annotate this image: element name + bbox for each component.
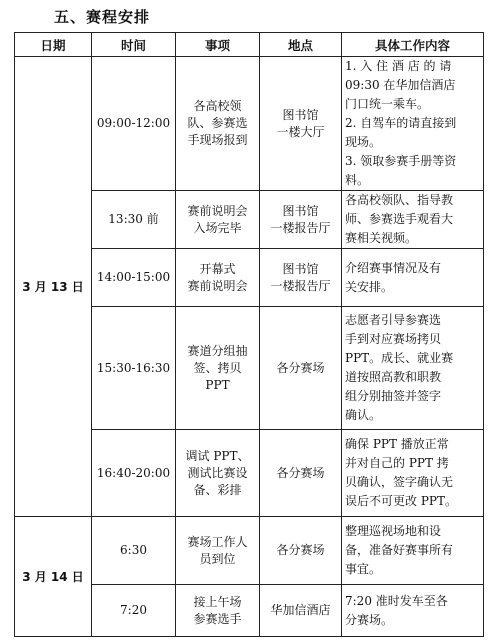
place-line: 一楼大厅 xyxy=(276,124,325,139)
header-time: 时间 xyxy=(92,33,176,57)
content-line: 1. 入 住 酒 店 的 请 xyxy=(345,59,452,73)
item-line: 签、拷贝 xyxy=(193,360,242,375)
place-line: 一楼报告厅 xyxy=(270,278,331,293)
content-line: 2. 自驾车的请直接到 xyxy=(345,116,457,130)
content-cell xyxy=(342,191,484,249)
place-line: 一楼报告厅 xyxy=(270,220,331,235)
content-cell xyxy=(342,307,484,430)
content-line: 7:20 准时发车至各 xyxy=(345,593,448,608)
content-line: 手到对应赛场拷贝 xyxy=(345,332,442,346)
time-cell: 15:30-16:30 xyxy=(92,307,176,430)
item-line: 调试 PPT、 xyxy=(185,448,250,463)
content-line: 关安排。 xyxy=(345,279,394,294)
place-cell xyxy=(260,430,342,517)
place-line: 各分赛场 xyxy=(276,360,325,375)
place-cell xyxy=(260,585,342,637)
place-line: 图书馆 xyxy=(282,107,319,122)
content-cell xyxy=(342,57,484,191)
item-cell xyxy=(176,585,260,637)
time-cell: 16:40-20:00 xyxy=(92,430,176,517)
time-cell: 13:30 前 xyxy=(92,191,176,249)
content-line: 赛相关视频。 xyxy=(345,231,418,245)
section-heading: 五、赛程安排 xyxy=(54,8,151,26)
header-content: 具体工作内容 xyxy=(342,33,484,57)
item-line: 接上午场 xyxy=(193,594,242,609)
content-line: 志愿者引导参赛选 xyxy=(345,313,442,327)
item-line: 参赛选手 xyxy=(193,611,242,626)
content-cell xyxy=(342,517,484,585)
place-cell xyxy=(260,307,342,430)
header-place: 地点 xyxy=(260,33,342,57)
content-line: 各高校领队、指导教 xyxy=(345,193,454,207)
item-line: PPT xyxy=(205,377,230,392)
item-line: 入场完毕 xyxy=(193,220,242,235)
item-line: 赛前说明会 xyxy=(187,278,248,293)
content-cell xyxy=(342,249,484,307)
time-cell: 09:00-12:00 xyxy=(92,57,176,191)
place-cell xyxy=(260,517,342,585)
item-line: 员到位 xyxy=(199,551,236,566)
content-line: 门口统一乘车。 xyxy=(345,97,430,111)
place-cell xyxy=(260,249,342,307)
time-cell: 6:30 xyxy=(92,517,176,585)
content-line: 09:30 在华加信酒店 xyxy=(345,78,456,92)
item-cell xyxy=(176,517,260,585)
item-line: 备、彩排 xyxy=(193,482,242,497)
content-line: PPT。成长、就业赛 xyxy=(345,351,454,365)
table-row xyxy=(15,57,484,191)
content-line: 道按照高教和职教 xyxy=(345,370,442,384)
item-cell xyxy=(176,430,260,517)
content-line: 整理巡视场地和设 xyxy=(345,524,442,538)
date-cell: 3 月 14 日 xyxy=(15,517,92,637)
item-line: 赛前说明会 xyxy=(187,203,248,218)
content-line: 师、参赛选手观看大 xyxy=(345,212,454,226)
item-line: 赛道分组抽 xyxy=(187,343,248,358)
place-line: 各分赛场 xyxy=(276,465,325,480)
place-line: 各分赛场 xyxy=(276,543,325,557)
place-line: 华加信酒店 xyxy=(270,603,331,617)
schedule-table xyxy=(14,32,484,637)
content-line: 确保 PPT 播放正常 xyxy=(345,437,449,451)
content-cell xyxy=(342,585,484,637)
content-line: 误后不可更改 PPT。 xyxy=(345,494,457,508)
content-line: 介绍赛事情况及有 xyxy=(345,260,442,275)
time-cell: 14:00-15:00 xyxy=(92,249,176,307)
item-line: 赛场工作人 xyxy=(187,534,248,549)
content-line: 分赛场。 xyxy=(345,612,394,627)
content-line: 并对自己的 PPT 拷 xyxy=(345,456,449,470)
content-line: 3. 领取参赛手册等资 xyxy=(345,154,457,168)
content-line: 备，准备好赛事所有 xyxy=(345,543,454,557)
place-line: 图书馆 xyxy=(282,203,319,218)
table-header-row xyxy=(15,33,484,57)
content-line: 料。 xyxy=(345,173,370,187)
date-cell: 3 月 13 日 xyxy=(15,57,92,517)
header-date: 日期 xyxy=(15,33,92,57)
item-line: 各高校领 xyxy=(193,99,242,113)
item-cell xyxy=(176,191,260,249)
content-line: 确认。 xyxy=(345,408,382,422)
content-line: 现场。 xyxy=(345,135,382,149)
place-cell xyxy=(260,191,342,249)
item-cell xyxy=(176,57,260,191)
item-line: 开幕式 xyxy=(199,261,236,276)
content-cell xyxy=(342,430,484,517)
header-item: 事项 xyxy=(176,33,260,57)
place-line: 图书馆 xyxy=(282,261,319,276)
place-cell xyxy=(260,57,342,191)
item-line: 队、参赛选 xyxy=(187,116,248,130)
content-line: 事宜。 xyxy=(345,562,382,576)
time-cell: 7:20 xyxy=(92,585,176,637)
table-row xyxy=(15,517,484,585)
content-line: 组分别抽签并签字 xyxy=(345,389,442,403)
item-line: 测试比赛设 xyxy=(187,465,248,480)
item-cell xyxy=(176,249,260,307)
item-line: 手现场报到 xyxy=(187,133,248,147)
item-cell xyxy=(176,307,260,430)
content-line: 贝确认，签字确认无 xyxy=(345,475,454,489)
